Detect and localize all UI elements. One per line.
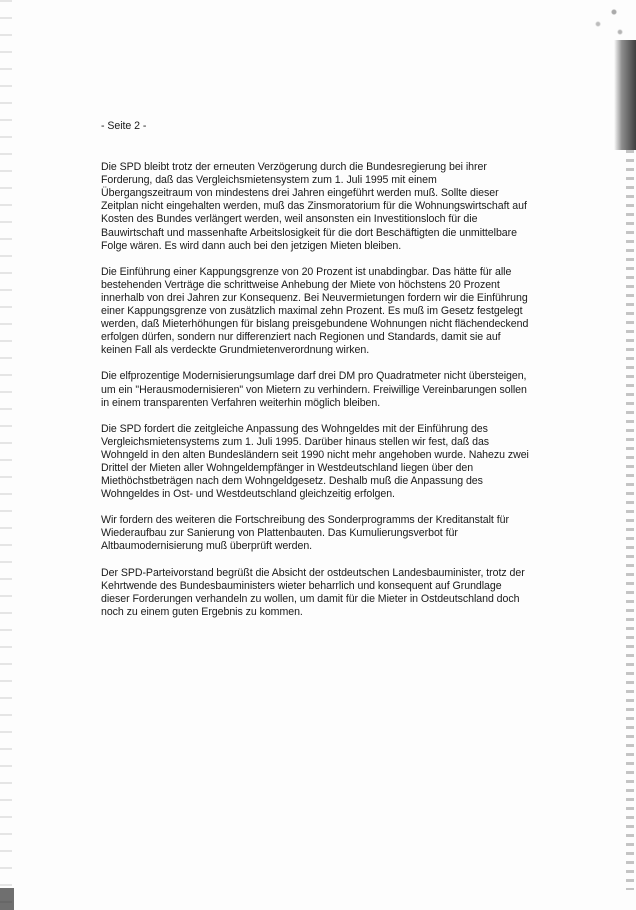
scan-edge-left <box>0 0 12 910</box>
document-body <box>101 120 531 632</box>
scan-edge-right-lower <box>626 150 634 890</box>
paragraph-parteivorstand: Der SPD-Parteivorstand begrüßt die Absicht der ostdeutschen Landesbauminister, trotz der Kehrtwende des Bundesbauministers wieter beharrlich und konsequent auf Grundlage dieser Forderungen verhandeln zu wollen, um damit für die Mieter in Ostdeutschland doch noch zu einem guten Ergebnis zu kommen. <box>101 566 525 618</box>
paragraph-modernisierungsumlage: Die elfprozentige Modernisierungsumlage darf drei DM pro Quadratmeter nicht übersteigen, um ein "Herausmodernisieren" von Mietern zu verhindern. Freiwillige Vereinbarungen sollen in einem transparenten Verfahren weiterhin möglich bleiben. <box>101 370 527 409</box>
paragraph-sonderprogramm: Wir fordern des weiteren die Fortschreibung des Sonderprogramms der Kreditanstalt für Wiederaufbau zur Sanierung von Plattenbauten. Das Kumulierungsverbot für Altbaumodernisierung muß überprüft werden. <box>101 514 509 553</box>
page-number: - Seite 2 - <box>101 120 147 132</box>
scan-specks <box>586 0 626 40</box>
paragraph-wohngeld: Die SPD fordert die zeitgleiche Anpassung des Wohngeldes mit der Einführung des Vergleichsmietensystems zum 1. Juli 1995. Darüber hinaus stellen wir fest, daß das Wohngeld in den alten Bundesländern seit 1990 nicht mehr angehoben wurde. Nahezu zwei Drittel der Mieten aller Wohngeldempfänger in Westdeutschland liegen über den Miethöchstbeträgen nach dem Wohngeldgesetz. Deshalb muß die Anpassung des Wohngeldes in Ost- und Westdeutschland gleichzeitig erfolgen. <box>101 422 529 501</box>
paragraph-kappungsgrenze: Die Einführung einer Kappungsgrenze von 20 Prozent ist unabdingbar. Das hätte für alle bestehenden Verträge die schrittweise Anhebung der Miete von höchstens 20 Prozent innerhalb von drei Jahren zur Konsequenz. Bei Neuvermietungen fordern wir die Einführung einer Kappungsgrenze von zusätzlich maximal zehn Prozent. Es muß im Gesetz festgelegt werden, daß Mieterhöhungen für bislang preisgebundene Wohnungen nicht flächendeckend erfolgen dürfen, sondern nur differenziert nach Regionen und Standards, damit sie auf keinen Fall als verdeckte Grundmietenverordnung wirken. <box>101 265 529 357</box>
scan-corner-mark <box>0 888 14 910</box>
paragraph-vergleichsmietensystem: Die SPD bleibt trotz der erneuten Verzögerung durch die Bundesregierung bei ihrer Forderung, daß das Vergleichsmietensystem zum 1. Juli 1995 mit einem Übergangszeitraum von mindestens drei Jahren eingeführt werden muß. Sollte dieser Zeitplan nicht eingehalten werden, muß das Zinsmoratorium für die Wohnungswirtschaft auf Kosten des Bundes verlängert werden, weil ansonsten ein Investitionsloch für die Bauwirtschaft und massenhafte Arbeitslosigkeit für die dort Beschäftigten die unmittelbare Folge wären. Es wird dann auch bei den jetzigen Mieten bleiben. <box>101 161 527 252</box>
scan-edge-right <box>614 40 636 150</box>
